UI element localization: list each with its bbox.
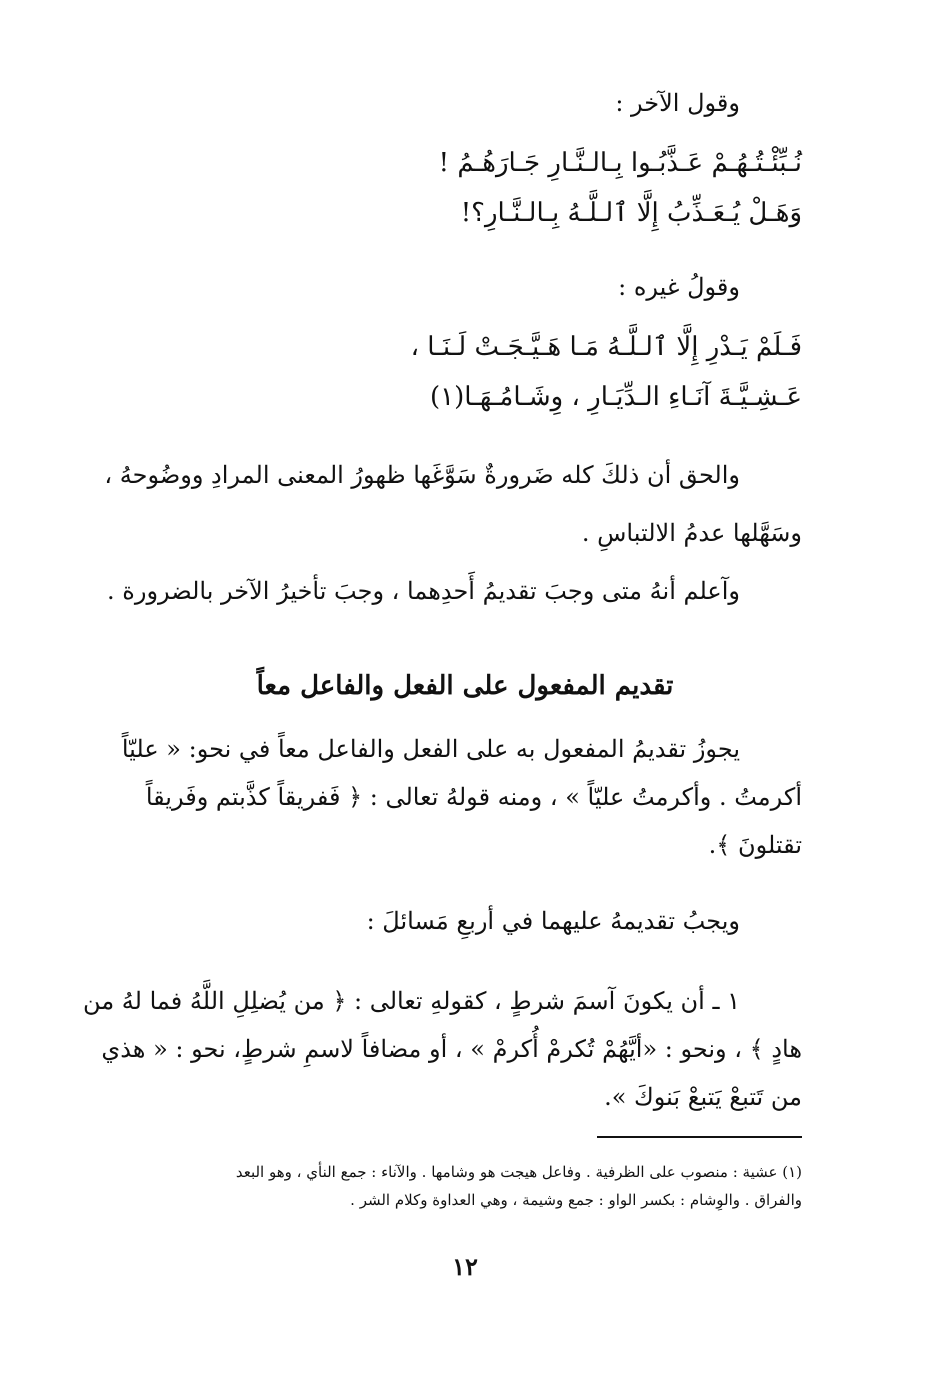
paragraph-line: والحق أن ذلكَ كله ضَرورةٌ سَوَّغَها ظهورُ المعنى المرادِ ووضُوحهُ ، <box>104 461 740 489</box>
footnote-line: (١) عشية : منصوب على الظرفية . وفاعل هيجت هو وشامها . والآناء : جمع النأي ، وهو البعد <box>235 1163 802 1181</box>
paragraph-line: يجوزُ تقديمُ المفعول به على الفعل والفاعل معاً في نحو: « عليّاً <box>121 735 740 763</box>
page-number: ١٢ <box>452 1252 478 1281</box>
footnote-separator <box>597 1136 802 1138</box>
verse-1-hemistich-2: وَهَـلْ يُـعَـذِّبُ إِلَّا ٱلـلَّـهُ بِـالـنَّـارِ؟! <box>460 198 802 228</box>
paragraph-line: وسَهَّلها عدمُ الالتباسِ . <box>581 519 802 547</box>
paragraph-line: تقتلونَ ﴾. <box>708 831 802 859</box>
verse-1-hemistich-1: نُـبِّئْـتُـهُـمْ عَـذَّبُـوا بِـالـنَّـارِ جَـارَهُـمُ ! <box>438 148 802 178</box>
footnote-line: والفراق . والوِشام : بكسر الواو : جمع وشيمة ، وهي العداوة وكلام الشر . <box>350 1191 802 1209</box>
list-item-line: من تَتبعْ يَتبعْ بَنوكَ ». <box>604 1083 802 1111</box>
verse-intro-1: وقول الآخر : <box>615 89 740 117</box>
list-item-line: ١ ـ أن يكونَ آسمَ شرطٍ ، كقولهِ تعالى : ﴿ من يُضلِلِ اللَّهُ فما لهُ من <box>83 987 740 1015</box>
verse-2-hemistich-1: فَـلَمْ يَـدْرِ إِلَّا ٱلـلَّـهُ مَـا هَـيَّـجَـتْ لَـنَـا ، <box>410 332 802 362</box>
section-heading: تقديم المفعول على الفعل والفاعل معاً <box>256 671 674 701</box>
verse-intro-2: وقولُ غيره : <box>618 273 740 301</box>
paragraph-line: ويجبُ تقديمهُ عليهما في أربعِ مَسائلَ : <box>366 907 740 935</box>
list-item-line: هادٍ ﴾ ، ونحو : «أيَّهُمْ تُكرمْ أُكرمْ » ، أو مضافاً لاسمِ شرطٍ، نحو : « هذي <box>101 1035 802 1063</box>
verse-2-hemistich-2: عَـشِـيَّـةَ آنَـاءِ الـدِّيَـارِ ، وِشَـامُـهَـا(١) <box>430 382 802 412</box>
paragraph-line: وآعلم أنهُ متى وجبَ تقديمُ أَحدِهما ، وجبَ تأخيرُ الآخر بالضرورة . <box>107 577 740 605</box>
paragraph-line: أكرمتُ . وأكرمتُ عليّاً » ، ومنه قولهُ تعالى : ﴿ فَفريقاً كذَّبتم وفَريقاً <box>145 783 802 811</box>
